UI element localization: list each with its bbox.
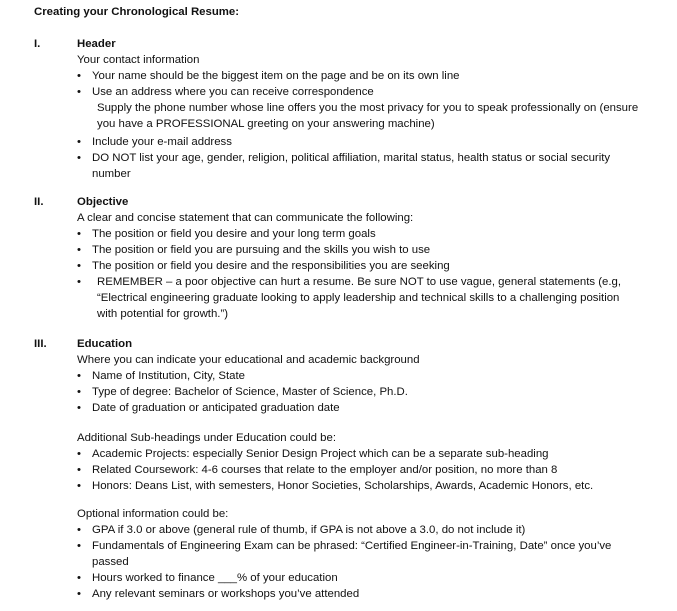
list-item: • Include your e-mail address xyxy=(77,136,232,148)
list-item: • The position or field you are pursuing and the skills you wish to use xyxy=(77,244,431,256)
bullet-list xyxy=(77,368,647,416)
list-item: Supply the phone number whose line offers you the most privacy for you to speak professionally on (ensure you have a PROFESSIONAL greeting on your answering machine) xyxy=(97,102,639,130)
section-intro: Your contact information xyxy=(77,54,200,66)
bullet-list xyxy=(77,226,647,322)
section-heading: Education xyxy=(77,338,133,350)
list-item: • Academic Projects: especially Senior Design Project which can be a separate sub-heading xyxy=(77,448,549,460)
list-item: • REMEMBER – a poor objective can hurt a resume. Be sure NOT to use vague, general statements (e.g, “Electrical engineering graduate looking to apply leadership and technical skills to a challenging position with potential for growth.”) xyxy=(77,276,622,320)
section-numeral: III. xyxy=(34,338,47,350)
list-item: • Type of degree: Bachelor of Science, Master of Science, Ph.D. xyxy=(77,386,408,398)
section-heading: Objective xyxy=(77,196,129,208)
list-item: • The position or field you desire and your long term goals xyxy=(77,228,376,240)
list-item: • Use an address where you can receive correspondence xyxy=(77,86,374,98)
bullet-list xyxy=(77,522,647,602)
section-intro: Where you can indicate your educational and academic background xyxy=(77,354,420,366)
list-item: • Date of graduation or anticipated graduation date xyxy=(77,402,340,414)
list-item: • Your name should be the biggest item on the page and be on its own line xyxy=(77,70,460,82)
list-item: • DO NOT list your age, gender, religion, political affiliation, marital status, health status or social security number xyxy=(77,152,611,180)
section-numeral: II. xyxy=(34,196,44,208)
list-item: • Honors: Deans List, with semesters, Honor Societies, Scholarships, Awards, Academic Honors, etc. xyxy=(77,480,594,492)
list-item: • GPA if 3.0 or above (general rule of thumb, if GPA is not above a 3.0, do not include it) xyxy=(77,524,526,536)
bullet-list xyxy=(77,446,647,494)
subheading: Additional Sub-headings under Education could be: xyxy=(77,432,337,444)
section-intro: A clear and concise statement that can communicate the following: xyxy=(77,212,414,224)
section-numeral: I. xyxy=(34,38,41,50)
list-item: • Related Coursework: 4-6 courses that relate to the employer and/or position, no more than 8 xyxy=(77,464,558,476)
list-item: • Fundamentals of Engineering Exam can be phrased: “Certified Engineer-in-Training, Date” once you’ve passed xyxy=(77,540,612,568)
list-item: • Hours worked to finance ___% of your education xyxy=(77,572,338,584)
list-item: • Any relevant seminars or workshops you’ve attended xyxy=(77,588,360,600)
document-title: Creating your Chronological Resume: xyxy=(34,6,240,18)
list-item: • Name of Institution, City, State xyxy=(77,370,245,382)
subheading: Optional information could be: xyxy=(77,508,229,520)
bullet-list xyxy=(77,68,647,182)
section-heading: Header xyxy=(77,38,116,50)
list-item: • The position or field you desire and the responsibilities you are seeking xyxy=(77,260,450,272)
